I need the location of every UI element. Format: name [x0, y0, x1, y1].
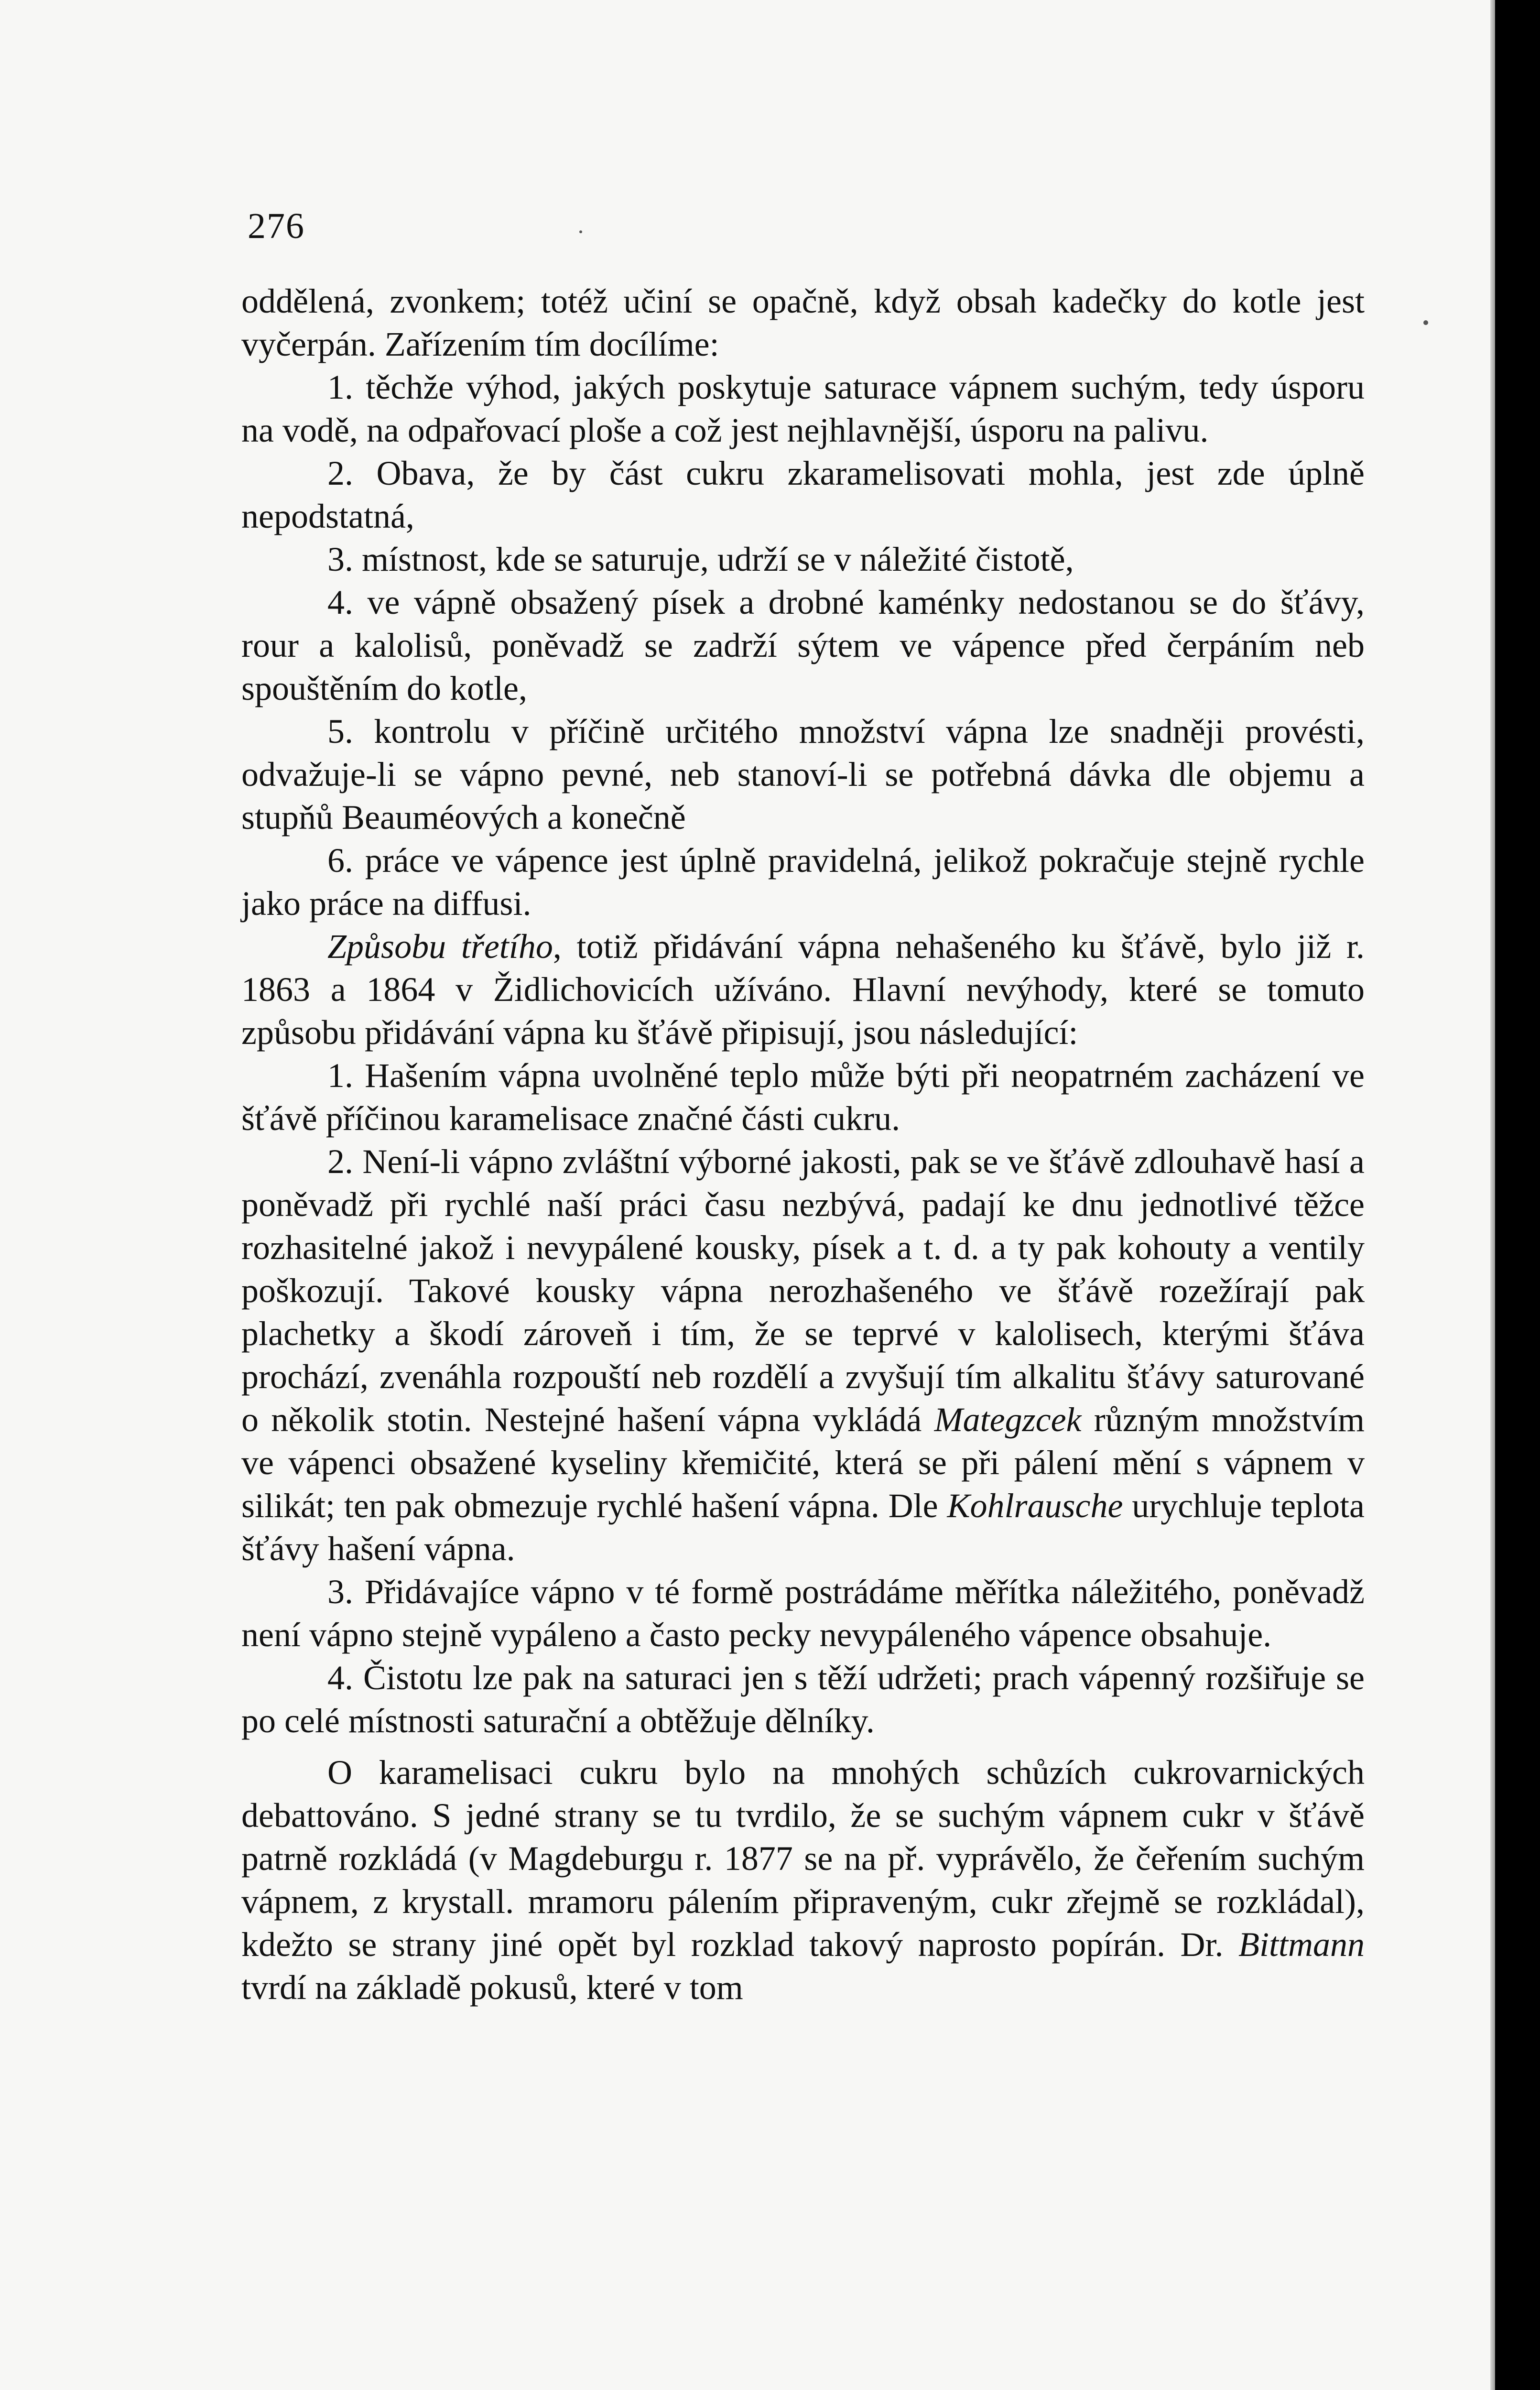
text-segment: 2. Není-li vápno zvláštní výborné jakosti, pak se ve šťávě zdlouhavě hasí a poněvadž při rychlé naší práci času nezbývá, padají ke dnu jednotlivé těžce rozhasitelné jakož i nevypálené kousky, písek a t. d. a ty pak kohouty a ventily poškozují. Takové kousky vápna nerozhašeného ve šťávě rozežírají pak plachetky a škodí zároveň i tím, že se teprvé v kalolisech, kterými šťáva prochází, zvenáhla rozpouští neb rozdělí a zvyšují tím alkalitu šťávy saturované o několik stotin. Nestejné hašení vápna vykládá [241, 1142, 1365, 1439]
text-segment: 1. Hašením vápna uvolněné teplo může býti při neopatrném zacházení ve šťávě příčinou karamelisace značné části cukru. [241, 1056, 1365, 1138]
paragraph [241, 1656, 1365, 1742]
text-segment: 3. Přidávajíce vápno v té formě postrádáme měřítka náležitého, poněvadž není vápno stejně vypáleno a často pecky nevypáleného vápence obsahuje. [241, 1573, 1365, 1654]
text-segment: 4. Čistotu lze pak na saturaci jen s těží udržeti; prach vápenný rozšiřuje se po celé místnosti saturační a obtěžuje dělníky. [241, 1659, 1365, 1740]
paragraph [241, 1570, 1365, 1656]
paragraph [241, 1140, 1365, 1570]
text-segment: 5. kontrolu v příčině určitého množství vápna lze snadněji provésti, odvažuje-li se vápno pevné, neb stanoví-li se potřebná dávka dle objemu a stupňů Beauméových a konečně [241, 712, 1365, 836]
print-speck [1423, 320, 1428, 325]
text-segment: 6. práce ve vápence jest úplně pravidelná, jelikož pokračuje stejně rychle jako práce na diffusi. [241, 841, 1365, 923]
italic-text: Bittmann [1238, 1925, 1365, 1964]
page-edge [1490, 0, 1495, 2390]
paragraph [241, 538, 1365, 581]
text-segment: urychluje teplota šťávy hašení vápna. [241, 1487, 1365, 1568]
text-segment: , totiž přidávání vápna nehašeného ku šťávě, bylo již r. 1863 a 1864 v Židlichovicích užíváno. Hlavní nevýhody, které se tomuto způsobu přidávání vápna ku šťávě připisují, jsou následující: [241, 927, 1365, 1052]
paragraph [241, 710, 1365, 839]
text-segment: tvrdí na základě pokusů, které v tom [241, 1968, 743, 2007]
text-segment: 3. místnost, kde se saturuje, udrží se v náležité čistotě, [327, 540, 1074, 578]
paragraph [241, 366, 1365, 452]
text-segment: různým množstvím ve vápenci obsažené kyseliny křemičité, která se při pálení mění s vápnem v silikát; ten pak obmezuje rychlé hašení vápna. Dle [241, 1401, 1365, 1525]
paragraph [241, 452, 1365, 538]
italic-text: Mategzcek [934, 1401, 1082, 1439]
italic-text: Kohlrausche [947, 1487, 1123, 1525]
print-speck [579, 230, 582, 233]
text-segment: 4. ve vápně obsažený písek a drobné kaménky nedostanou se do šťávy, rour a kalolisů, poněvadž se zadrží sýtem ve vápence před čerpáním neb spouštěním do kotle, [241, 583, 1365, 707]
paragraph [241, 1054, 1365, 1140]
paragraph [241, 1751, 1365, 2009]
text-segment: oddělená, zvonkem; totéž učiní se opačně, když obsah kadečky do kotle jest vyčerpán. Zařízením tím docílíme: [241, 282, 1365, 363]
paragraph [241, 280, 1365, 366]
text-segment: O karamelisaci cukru bylo na mnohých schůzích cukrovarnických debattováno. S jedné strany se tu tvrdilo, že se suchým vápnem cukr v šťávě patrně rozkládá (v Magdeburgu r. 1877 se na př. vyprávělo, že čeřením suchým vápnem, z krystall. mramoru pálením připraveným, cukr zřejmě se rozkládal), kdežto se strany jiné opět byl rozklad takový naprosto popírán. Dr. [241, 1753, 1365, 1964]
italic-text: Způsobu třetího [327, 927, 553, 966]
text-segment: 2. Obava, že by část cukru zkaramelisovati mohla, jest zde úplně nepodstatná, [241, 454, 1365, 535]
page-number: 276 [248, 206, 305, 246]
body-text [241, 280, 1365, 2009]
text-segment: 1. těchže výhod, jakých poskytuje saturace vápnem suchým, tedy úsporu na vodě, na odpařovací ploše a což jest nejhlavnější, úsporu na palivu. [241, 368, 1365, 449]
paragraph [241, 581, 1365, 710]
paragraph [241, 839, 1365, 925]
paragraph [241, 925, 1365, 1054]
